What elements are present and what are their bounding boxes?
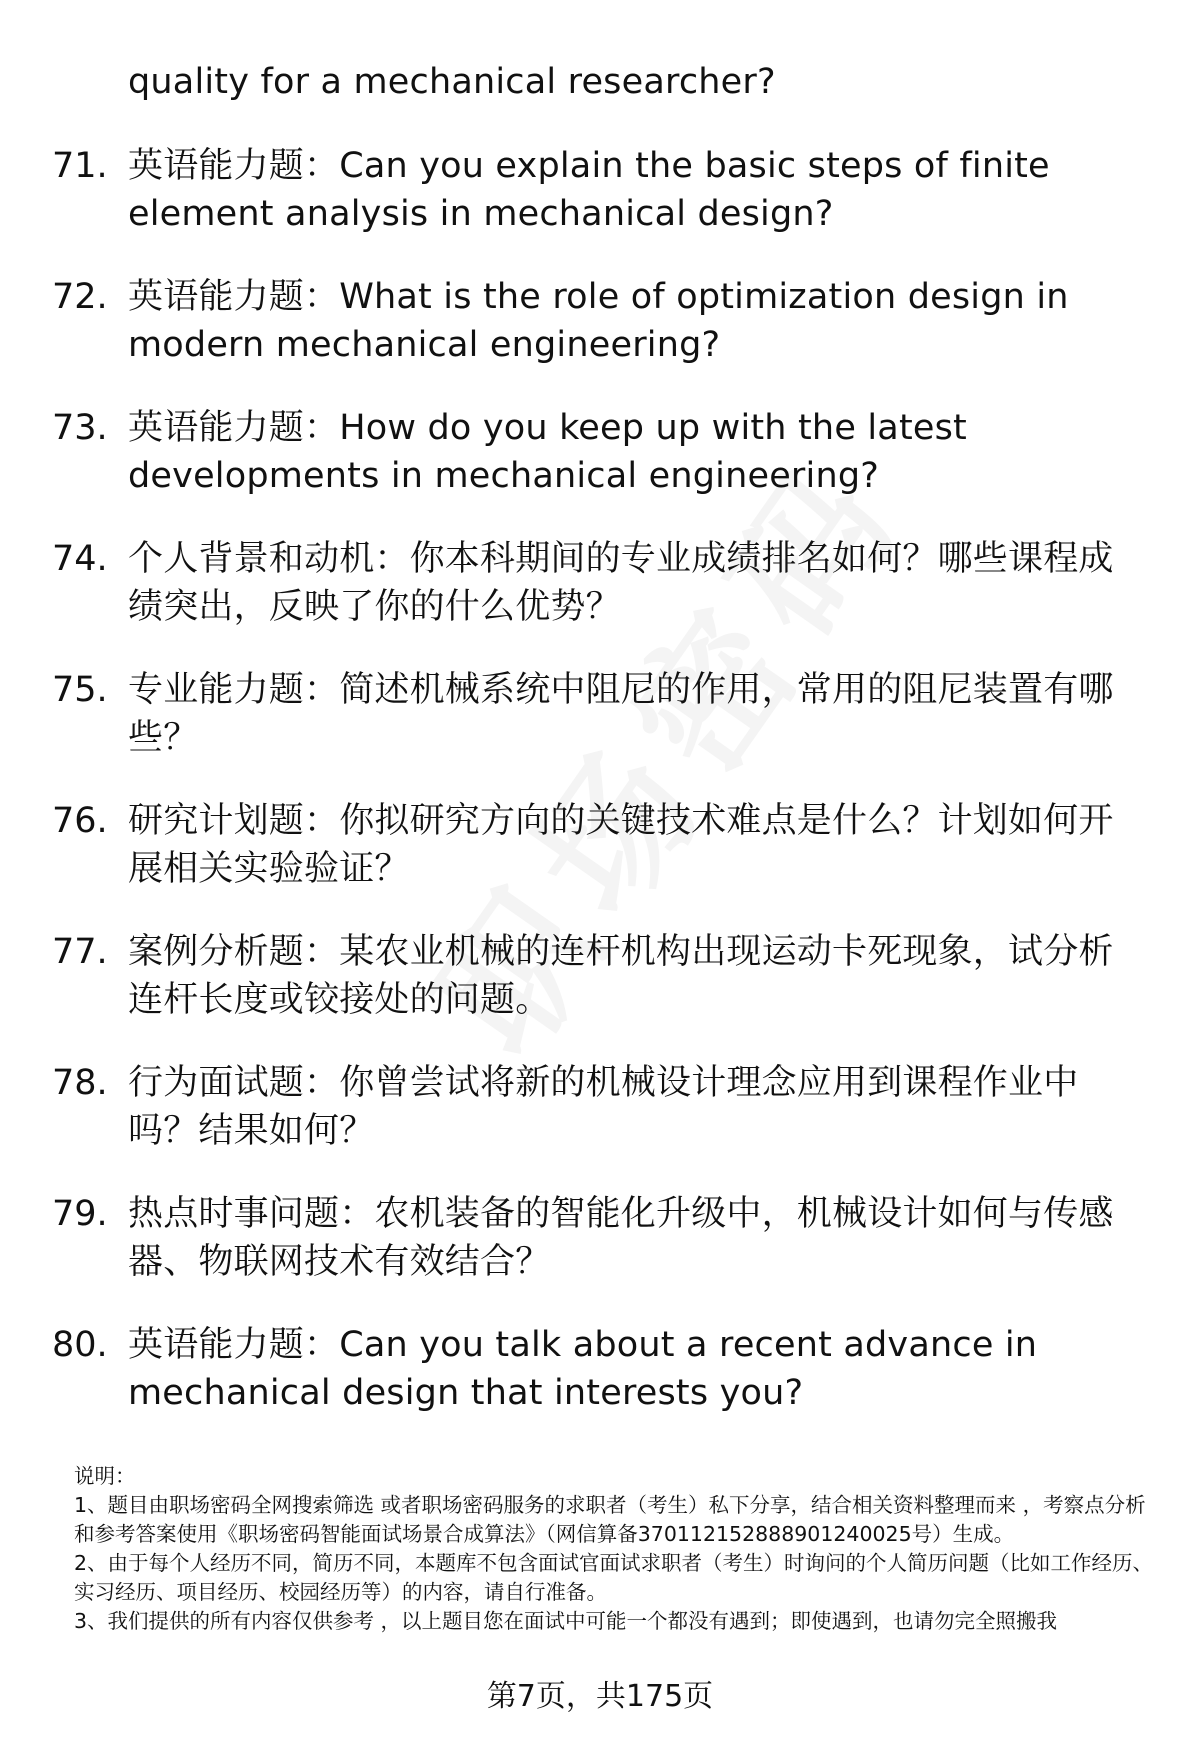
question-number: 76. <box>52 801 108 841</box>
question-number: 74. <box>52 539 108 579</box>
list-item <box>0 1321 1200 1452</box>
question-text: 英语能力题：Can you talk about a recent advance in mechanical design that interests you? <box>128 1325 1038 1413</box>
note-item: 2、由于每个人经历不同，简历不同，本题库不包含面试官面试求职者（考生）时询问的个人简历问题（比如工作经历、实习经历、项目经历、校园经历等）的内容，请自行准备。 <box>74 1551 1154 1604</box>
list-item <box>0 142 1200 273</box>
question-text: 研究计划题：你拟研究方向的关键技术难点是什么？计划如何开展相关实验验证？ <box>128 801 1114 889</box>
question-text: 英语能力题：What is the role of optimization design in modern mechanical engineering? <box>128 277 1069 365</box>
question-text: 英语能力题：How do you keep up with the latest developments in mechanical engineering? <box>128 408 967 496</box>
notes-heading: 说明： <box>74 1464 136 1488</box>
question-text: 行为面试题：你曾尝试将新的机械设计理念应用到课程作业中吗？结果如何？ <box>128 1063 1079 1151</box>
list-item <box>0 928 1200 1059</box>
question-text: 案例分析题：某农业机械的连杆机构出现运动卡死现象，试分析连杆长度或铰接处的问题。 <box>128 932 1114 1020</box>
list-item <box>0 666 1200 797</box>
question-text: 英语能力题：Can you explain the basic steps of finite element analysis in mechanical design? <box>128 146 1050 234</box>
question-text: 个人背景和动机：你本科期间的专业成绩排名如何？哪些课程成绩突出，反映了你的什么优势？ <box>128 539 1114 627</box>
list-item <box>0 404 1200 535</box>
note-item: 3、我们提供的所有内容仅供参考 ，以上题目您在面试中可能一个都没有遇到；即使遇到，也请勿完全照搬我 <box>74 1609 1058 1633</box>
list-item <box>0 1190 1200 1321</box>
question-list <box>0 142 1200 1452</box>
question-number: 75. <box>52 670 108 710</box>
question-text: 专业能力题：简述机械系统中阻尼的作用，常用的阻尼装置有哪些？ <box>128 670 1114 758</box>
question-number: 78. <box>52 1063 108 1103</box>
question-number: 73. <box>52 408 108 448</box>
question-number: 79. <box>52 1194 108 1234</box>
list-item <box>0 797 1200 928</box>
question-number: 80. <box>52 1325 108 1365</box>
question-number: 71. <box>52 146 108 186</box>
question-number: 77. <box>52 932 108 972</box>
notes-section <box>74 1462 1154 1636</box>
list-item <box>0 273 1200 404</box>
page-footer: 第7页，共175页 <box>486 1679 714 1714</box>
question-text: 热点时事问题：农机装备的智能化升级中，机械设计如何与传感器、物联网技术有效结合？ <box>128 1194 1114 1282</box>
list-item <box>0 535 1200 666</box>
list-item <box>0 1059 1200 1190</box>
question-number: 72. <box>52 277 108 317</box>
continued-question-text: quality for a mechanical researcher? <box>128 62 776 102</box>
note-item: 1、题目由职场密码全网搜索筛选 或者职场密码服务的求职者（考生）私下分享，结合相关资料整理而来 ，考察点分析和参考答案使用《职场密码智能面试场景合成算法》（网信算备370112152888901240025号）生成。 <box>74 1493 1146 1546</box>
